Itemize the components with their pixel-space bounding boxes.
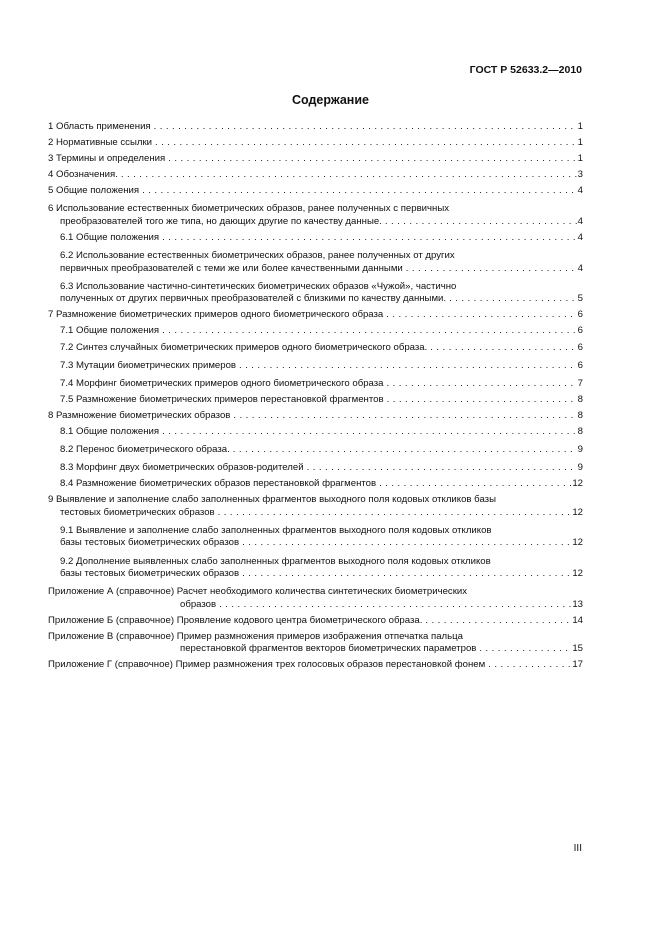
- toc-entry-title: 6.1 Общие положения: [60, 232, 160, 244]
- dot-leader: [242, 537, 571, 550]
- toc-entry-title-line1: 9 Выявление и заполнение слабо заполненных фрагментов выходного поля кодовых откликов базы: [48, 494, 496, 506]
- toc-entry-title: полученных от других первичных преобразователей с близкими по качеству данными.: [60, 293, 447, 305]
- dot-leader: [154, 121, 577, 134]
- dot-leader: [386, 309, 576, 322]
- dot-leader: [233, 444, 577, 457]
- toc-entry[interactable]: [48, 394, 583, 407]
- dot-leader: [379, 478, 571, 491]
- dot-leader: [479, 643, 571, 656]
- toc-entry-page: 15: [572, 643, 583, 655]
- dot-leader: [239, 360, 577, 373]
- toc-entry-title: 8.2 Перенос биометрического образа.: [60, 444, 230, 456]
- toc-entry[interactable]: [48, 360, 583, 373]
- toc-entry-page: 12: [572, 568, 583, 580]
- toc-entry-page: 1: [577, 121, 583, 132]
- toc-entry-page: 6: [577, 325, 583, 337]
- toc-entry-title: 7.1 Общие положения: [60, 325, 160, 337]
- dot-leader: [385, 216, 577, 229]
- toc-entry-page: 8: [577, 426, 583, 437]
- toc-entry-title: 4 Обозначения.: [48, 169, 118, 181]
- toc-entry[interactable]: [48, 169, 583, 182]
- toc-entry[interactable]: [48, 615, 583, 628]
- dot-leader: [406, 263, 577, 276]
- dot-leader: [449, 293, 577, 306]
- toc-entry[interactable]: [48, 631, 583, 656]
- toc-entry-title: перестановкой фрагментов векторов биометрических параметров: [180, 643, 477, 655]
- toc-entry-page: 13: [572, 598, 583, 610]
- toc-entry-page: 12: [572, 537, 583, 549]
- toc-entry-title: преобразователей того же типа, но дающих другие по качеству данные.: [60, 215, 382, 227]
- toc-entry-title: 7.4 Морфинг биометрических примеров одного биометрического образа: [60, 377, 384, 389]
- toc-entry-title: 3 Термины и определения: [48, 153, 166, 165]
- toc-entry-title: первичных преобразователей с теми же или более качественными данными: [60, 262, 403, 274]
- dot-leader: [168, 153, 576, 166]
- toc-entry[interactable]: [48, 659, 583, 672]
- dot-leader: [219, 599, 571, 612]
- toc-entry-page: 12: [572, 478, 583, 490]
- dot-leader: [387, 394, 577, 407]
- toc-entry-page: 14: [572, 614, 583, 626]
- table-of-contents: [48, 121, 583, 676]
- dot-leader: [218, 507, 572, 520]
- toc-entry-title: образов: [180, 598, 217, 610]
- toc-entry[interactable]: [48, 494, 583, 519]
- page-title: Содержание: [291, 93, 369, 107]
- toc-entry-page: 1: [577, 137, 583, 149]
- dot-leader: [488, 659, 571, 672]
- toc-entry-page: 4: [577, 215, 583, 227]
- toc-entry-title-line1: Приложение А (справочное) Расчет необходимого количества синтетических биометрических: [48, 586, 468, 598]
- toc-entry-title-line1: Приложение В (справочное) Пример размножения примеров изображения отпечатка пальца: [48, 630, 463, 642]
- toc-entry-title: тестовых биометрических образов: [60, 506, 215, 518]
- toc-entry[interactable]: [48, 378, 583, 391]
- toc-entry[interactable]: [48, 342, 583, 355]
- toc-entry[interactable]: [48, 325, 583, 338]
- toc-entry[interactable]: [48, 203, 583, 228]
- toc-entry-title: 7.2 Синтез случайных биометрических примеров одного биометрического образа.: [60, 341, 428, 353]
- toc-entry-title: 7.5 Размножение биометрических примеров перестановкой фрагментов: [60, 393, 384, 405]
- toc-entry-title: 5 Общие положения: [48, 185, 140, 197]
- toc-entry[interactable]: [48, 153, 583, 166]
- dot-leader: [142, 185, 577, 198]
- toc-entry[interactable]: [48, 525, 583, 550]
- toc-entry-page: 17: [572, 659, 583, 671]
- toc-entry-title: 7.3 Мутации биометрических примеров: [60, 359, 237, 371]
- toc-entry-page: 9: [577, 444, 583, 456]
- toc-entry-title-line1: 6.2 Использование естественных биометрических образов, ранее полученных от других: [60, 250, 455, 262]
- toc-entry[interactable]: [48, 478, 583, 491]
- toc-entry[interactable]: [48, 444, 583, 457]
- toc-entry[interactable]: [48, 281, 583, 306]
- toc-entry-title: 8.3 Морфинг двух биометрических образов-родителей: [60, 462, 304, 474]
- dot-leader: [162, 232, 577, 245]
- toc-entry[interactable]: [48, 410, 583, 423]
- toc-entry[interactable]: [48, 309, 583, 322]
- dot-leader: [162, 325, 577, 338]
- toc-entry-page: 8: [577, 409, 583, 421]
- dot-leader: [162, 426, 577, 439]
- toc-entry-page: 3: [577, 169, 583, 181]
- toc-entry[interactable]: [48, 121, 583, 134]
- toc-entry[interactable]: [48, 586, 583, 611]
- toc-entry-title: Приложение Б (справочное) Проявление кодового центра биометрического образа.: [48, 614, 423, 626]
- toc-entry-page: 4: [577, 262, 583, 274]
- toc-entry-title-line1: 6.3 Использование частично-синтетических биометрических образов «Чужой», частично: [60, 280, 457, 292]
- dot-leader: [233, 410, 576, 423]
- toc-entry-page: 8: [577, 393, 583, 405]
- toc-entry-title-line1: 9.1 Выявление и заполнение слабо заполненных фрагментов выходного поля кодовых откликов: [60, 524, 492, 536]
- toc-entry-page: 5: [577, 293, 583, 305]
- toc-entry-title-line1: 6 Использование естественных биометрических образов, ранее полученных с первичных: [48, 203, 450, 215]
- toc-entry[interactable]: [48, 185, 583, 198]
- toc-entry-title: 7 Размножение биометрических примеров одного биометрического образа: [48, 309, 384, 321]
- toc-entry[interactable]: [48, 426, 583, 439]
- toc-entry[interactable]: [48, 137, 583, 150]
- toc-entry-title: 2 Нормативные ссылки: [48, 137, 153, 149]
- toc-entry-page: 4: [577, 185, 583, 197]
- toc-entry-page: 1: [577, 153, 583, 165]
- toc-entry-page: 6: [577, 359, 583, 371]
- toc-entry-title: 8.4 Размножение биометрических образов перестановкой фрагментов: [60, 478, 377, 490]
- dot-leader: [425, 615, 571, 628]
- dot-leader: [307, 462, 577, 475]
- toc-entry-title: 8.1 Общие положения: [60, 426, 160, 437]
- toc-entry[interactable]: [48, 462, 583, 475]
- dot-leader: [155, 137, 577, 150]
- toc-entry-page: 6: [577, 309, 583, 321]
- toc-entry-title: базы тестовых биометрических образов: [60, 537, 240, 549]
- toc-entry-page: 4: [577, 232, 583, 244]
- toc-entry[interactable]: [48, 232, 583, 245]
- dot-leader: [242, 568, 571, 581]
- toc-entry-page: 6: [577, 341, 583, 353]
- standard-number: ГОСТ Р 52633.2—2010: [469, 64, 582, 76]
- toc-entry-title: Приложение Г (справочное) Пример размножения трех голосовых образов перестановкой фонем: [48, 659, 486, 671]
- toc-entry-page: 7: [577, 377, 583, 389]
- dot-leader: [430, 342, 576, 355]
- page-number: III: [573, 843, 582, 854]
- toc-entry-page: 9: [577, 462, 583, 474]
- toc-entry-title-line1: 9.2 Дополнение выявленных слабо заполненных фрагментов выходного поля кодовых откликов: [60, 555, 491, 567]
- toc-entry-title: 1 Область применения: [48, 121, 151, 132]
- toc-entry-page: 12: [572, 506, 583, 518]
- toc-entry-title: 8 Размножение биометрических образов: [48, 409, 231, 421]
- toc-entry[interactable]: [48, 556, 583, 581]
- dot-leader: [387, 378, 577, 391]
- toc-entry[interactable]: [48, 250, 583, 275]
- toc-entry-title: базы тестовых биометрических образов: [60, 568, 240, 580]
- dot-leader: [121, 169, 577, 182]
